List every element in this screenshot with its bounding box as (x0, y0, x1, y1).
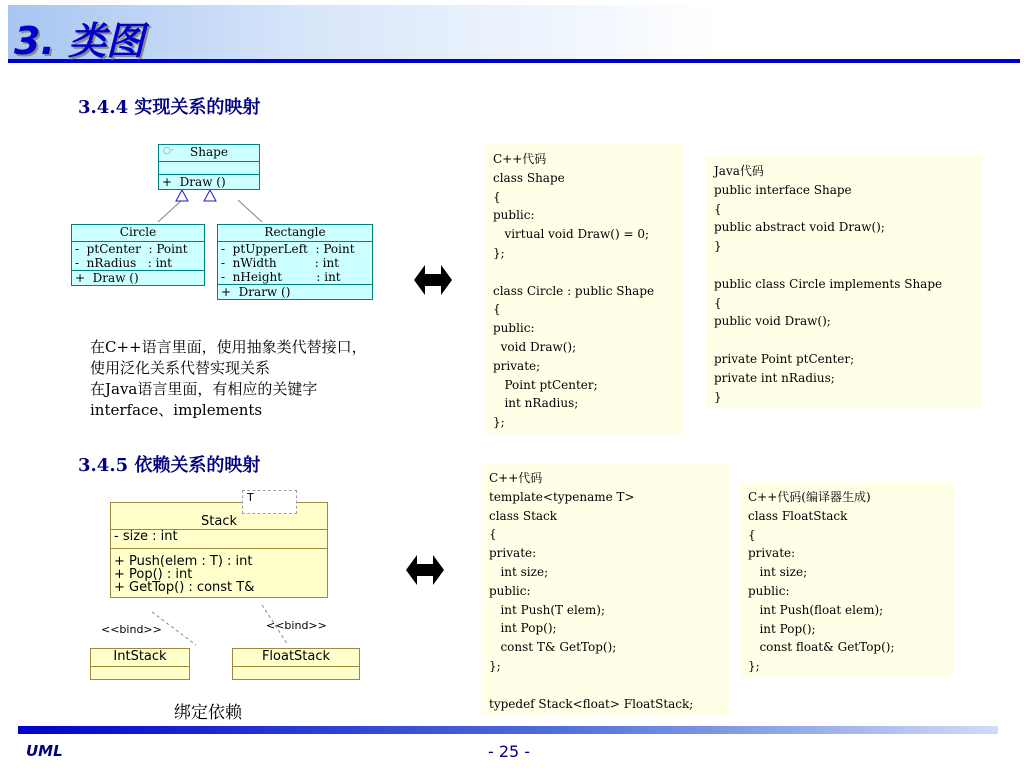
double-arrow-icon (412, 262, 454, 298)
slide-title: 3. 类图 (14, 19, 145, 63)
section-heading-dependency: 3.4.5 依赖关系的映射 (78, 455, 261, 476)
class-shape-name: Shape (190, 145, 228, 159)
class-rectangle[interactable] (217, 224, 373, 300)
realization-arrowhead-right (204, 190, 216, 201)
class-rectangle-name: Rectangle (264, 225, 326, 239)
double-arrow-icon (404, 552, 446, 588)
page-number: - 25 - (488, 742, 531, 761)
class-circle[interactable] (71, 224, 205, 286)
class-stack-name: Stack (201, 514, 237, 529)
template-parameter-box: T (242, 490, 297, 514)
class-stack-operation: + Push(elem : T) : int (114, 554, 253, 569)
code-java-shape: Java代码 public interface Shape { public abstract void Draw(); } public class Circle implements Shape { public void Draw(); private Point ptCenter; private int nRadius; } (706, 156, 982, 408)
class-rectangle-operation: + Drarw () (218, 284, 372, 299)
class-circle-attr: - ptCenter : Point (75, 242, 188, 256)
class-circle-name: Circle (119, 225, 157, 239)
code-cpp-shape: C++代码 class Shape { public: virtual void Draw() = 0; }; class Circle : public Shape { public: void Draw(); private; Point ptCenter; int nRadius; }; (485, 144, 683, 434)
bind-stereotype-left: <<bind>> (101, 623, 162, 636)
class-floatstack-name: FloatStack (261, 649, 331, 664)
class-stack-attr: - size : int (111, 529, 327, 548)
class-shape-operation: + Draw () (159, 174, 259, 189)
class-floatstack[interactable] (232, 648, 360, 680)
class-stack[interactable] (110, 502, 328, 598)
section-heading-realization: 3.4.4 实现关系的映射 (78, 97, 261, 118)
footer-bar (18, 726, 998, 734)
interface-marker-icon: ○· (163, 146, 174, 156)
realization-arrowhead-left (176, 190, 188, 201)
bind-stereotype-right: <<bind>> (266, 619, 327, 632)
class-intstack[interactable] (90, 648, 190, 680)
footer-label: UML (26, 742, 63, 760)
class-rectangle-attr: - nWidth : int (221, 256, 339, 270)
class-intstack-name: IntStack (113, 649, 167, 664)
class-circle-attr: - nRadius : int (75, 256, 172, 270)
dependency-caption: 绑定依赖 (174, 703, 242, 723)
class-stack-operation: + Pop() : int (114, 567, 193, 582)
class-rectangle-attr: - nHeight : int (221, 270, 341, 284)
code-cpp-stack: C++代码 template<typename T> class Stack { private: int size; public: int Push(T elem); int Pop(); const T& GetTop(); }; typedef Stack<float> FloatStack; (481, 463, 729, 715)
code-cpp-floatstack: C++代码(编译器生成) class FloatStack { private: int size; public: int Push(float elem); int Pop(); const float& GetTop(); }; (740, 482, 954, 678)
realization-note: 在C++语言里面，使用抽象类代替接口， 使用泛化关系代替实现关系 在Java语言里面，有相应的关键字 interface、implements (90, 338, 367, 419)
class-stack-operation: + GetTop() : const T& (114, 580, 255, 595)
class-circle-operation: + Draw () (72, 270, 204, 285)
class-rectangle-attr: - ptUpperLeft : Point (221, 242, 355, 256)
